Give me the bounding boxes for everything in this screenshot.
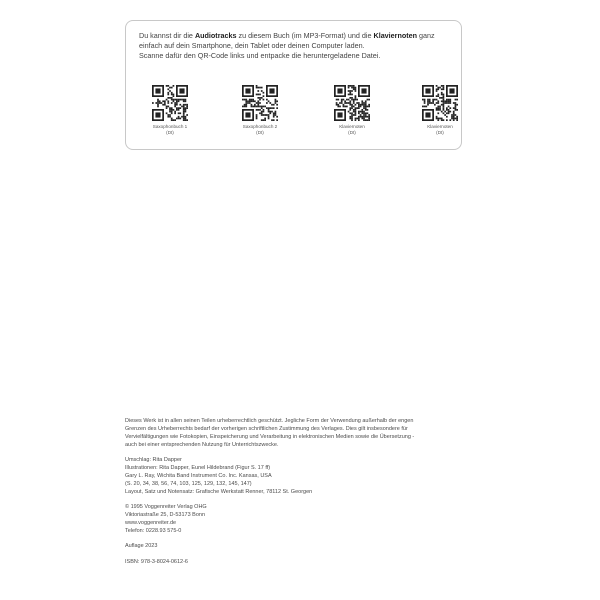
qr-code-row (126, 85, 461, 149)
qr-label: Saxophonbuch 1 (152, 124, 188, 129)
credit-line: Gary L. Ray, Wichita Band Instrument Co. Inc. Kansas, USA (125, 472, 272, 479)
qr-sublabel: (Dt) (256, 130, 264, 135)
qr-label: Saxophonbuch 2 (242, 124, 278, 129)
copyright-line: Dieses Werk ist in allen seinen Teilen urheberrechtlich geschützt. Jegliche Form der Verwendung außerhalb der engen (125, 418, 414, 424)
audiotracks-emphasis: Audiotracks (194, 31, 237, 40)
credit-line: Illustrationen: Rita Dapper, Eunel Hildebrand (Figur S. 17 ff) (125, 465, 271, 472)
publisher-line: Viktoriastraße 25, D-53173 Bonn (125, 512, 205, 519)
credit-line: Umschlag: Rita Dapper (125, 457, 182, 464)
qr-code-icon[interactable] (242, 85, 278, 121)
qr-sublabel: (Dt) (166, 130, 174, 135)
instructions-text: Du kannst dir die (139, 31, 195, 40)
qr-klaviernoten-1[interactable] (322, 85, 382, 136)
download-instructions (139, 31, 457, 62)
download-info-card (125, 20, 462, 150)
instructions-text: Scanne dafür den QR-Code links und entpacke die heruntergeladene Datei. (139, 51, 381, 61)
instructions-text: ganz einfach auf dein Smartphone, dein Tablet oder deinen Computer laden. (139, 31, 435, 51)
qr-label: Klaviernoten (427, 124, 453, 129)
qr-code-icon[interactable] (334, 85, 370, 121)
qr-klaviernoten-2[interactable] (410, 85, 470, 136)
qr-saxophonbuch-1[interactable] (140, 85, 200, 136)
instructions-text: zu diesem Buch (im MP3-Format) und die (236, 31, 374, 40)
qr-sublabel: (Dt) (348, 130, 356, 135)
qr-label: Klaviernoten (339, 124, 365, 129)
edition: Auflage 2023 (125, 543, 158, 550)
qr-sublabel: (Dt) (436, 130, 444, 135)
qr-code-icon[interactable] (152, 85, 188, 121)
qr-saxophonbuch-2[interactable] (230, 85, 290, 136)
klaviernoten-emphasis: Klaviernoten (373, 31, 418, 40)
isbn: ISBN: 978-3-8024-0612-6 (125, 558, 188, 565)
qr-code-icon[interactable] (422, 85, 458, 121)
credit-line: (S. 20, 34, 38, 56, 74, 103, 125, 129, 132, 145, 147) (125, 480, 252, 487)
publisher-line: © 1995 Voggenreiter Verlag OHG (125, 504, 207, 511)
publisher-website-link[interactable]: www.voggenreiter.de (125, 519, 177, 526)
copyright-line: Grenzen des Urheberrechts bedarf der vorherigen schriftlichen Zustimmung des Verlages. Dies gilt insbesondere für (125, 425, 408, 432)
copyright-line: Vervielfältigungen wie Fotokopien, Einspeicherung und Verarbeitung in elektronischen Medien sowie die Übersetzung - (125, 433, 415, 440)
credit-line: Layout, Satz und Notensatz: Grafische Werkstatt Renner, 78112 St. Georgen (125, 488, 313, 495)
imprint (125, 418, 468, 567)
publisher-line: Telefon: 0228.93 575-0 (125, 527, 182, 534)
copyright-line: auch bei einer entsprechenden Nutzung für Unterrichtszwecke. (125, 441, 279, 448)
